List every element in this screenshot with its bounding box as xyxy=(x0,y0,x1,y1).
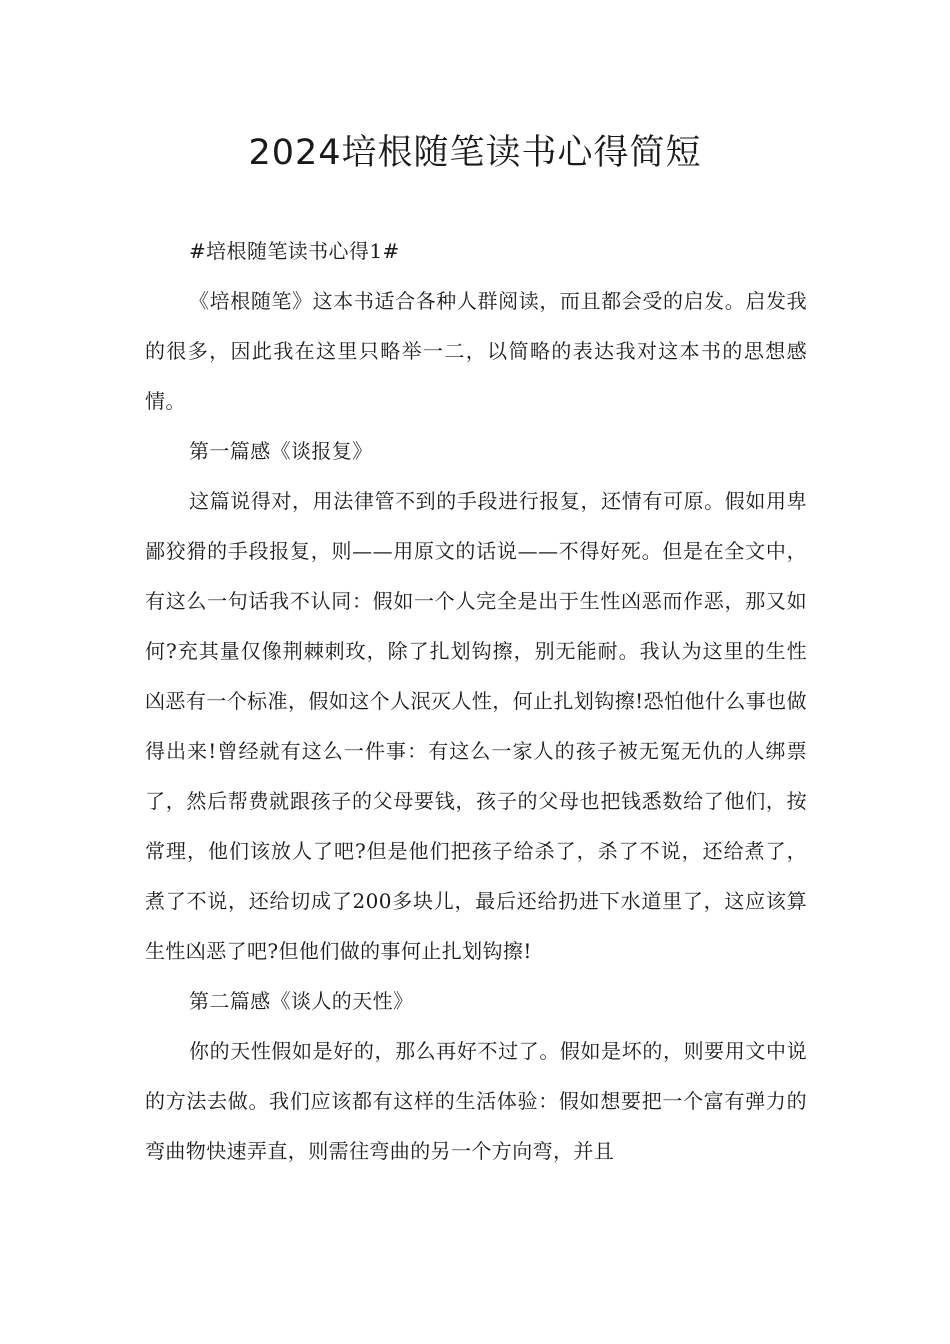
paragraph-intro: 《培根随笔》这本书适合各种人群阅读，而且都会受的启发。启发我的很多，因此我在这里只略举一二，以简略的表达我对这本书的思想感情。 xyxy=(145,289,807,413)
paragraph-revenge: 这篇说得对，用法律管不到的手段进行报复，还情有可原。假如用卑鄙狡猾的手段报复，则——用原文的话说——不得好死。但是在全文中，有这么一句话我不认同：假如一个人完全是出于生性凶恶而作恶，那又如何?充其量仅像荆棘刺玫，除了扎划钩擦，别无能耐。我认为这里的生性凶恶有一个标准，假如这个人泯灭人性，何止扎划钩擦!恐怕他什么事也做得出来!曾经就有这么一件事：有这么一家人的孩子被无冤无仇的人绑票了，然后帮费就跟孩子的父母要钱，孩子的父母也把钱悉数给了他们，按常理，他们该放人了吧?但是他们把孩子给杀了，杀了不说，还给煮了，煮了不说，还给切成了200多块儿，最后还给扔进下水道里了，这应该算生性凶恶了吧?但他们做的事何止扎划钩擦! xyxy=(145,489,807,963)
section-heading-nature: 第二篇感《谈人的天性》 xyxy=(189,989,414,1013)
document-body xyxy=(145,226,807,1176)
section-heading-revenge: 第一篇感《谈报复》 xyxy=(189,439,373,463)
paragraph-nature: 你的天性假如是好的，那么再好不过了。假如是坏的，则要用文中说的方法去做。我们应该都有这样的生活体验：假如想要把一个富有弹力的弯曲物快速弄直，则需往弯曲的另一个方向弯，并且 xyxy=(145,1039,807,1163)
document-title: 2024培根随笔读书心得简短 xyxy=(248,133,702,173)
section-heading-1: #培根随笔读书心得1# xyxy=(189,239,400,263)
